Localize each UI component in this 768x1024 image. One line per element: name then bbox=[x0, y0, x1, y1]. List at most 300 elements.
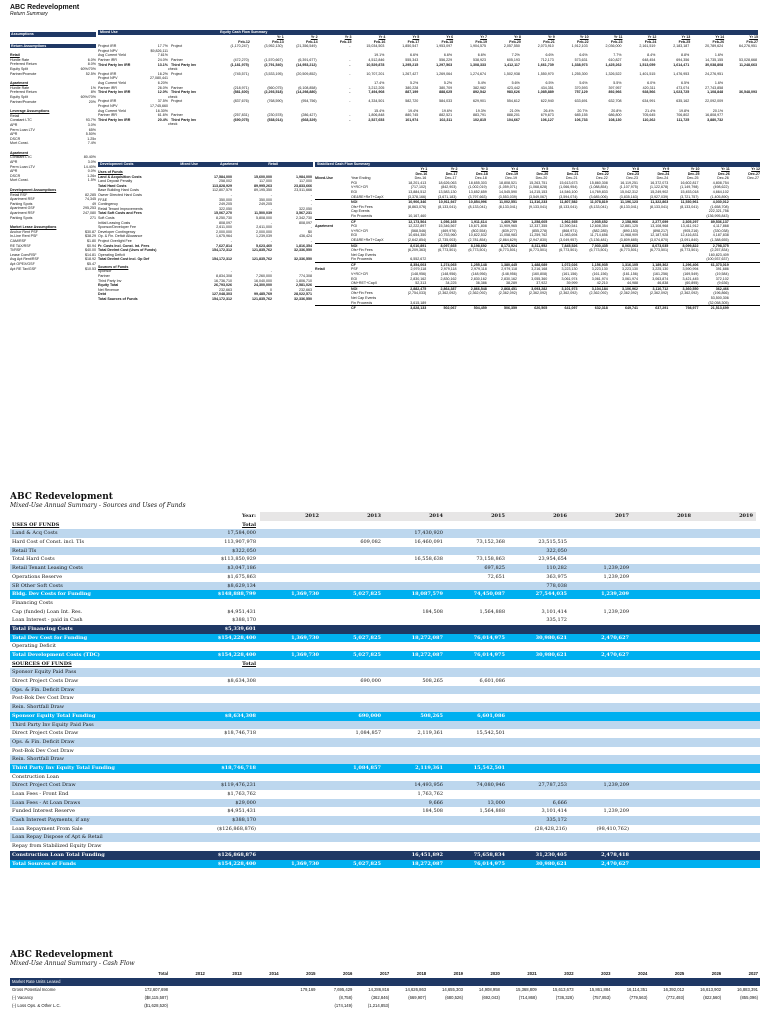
mu-date: Feb-24 bbox=[644, 39, 657, 44]
su-cell bbox=[260, 773, 322, 782]
su-cell bbox=[632, 547, 694, 556]
stab-mixed-label: OE&RE+ReT+CapX bbox=[351, 194, 384, 199]
mu-check: check bbox=[168, 94, 178, 99]
mu-row-metric: 26.0% bbox=[157, 85, 168, 90]
mu-cell: 370,593 bbox=[574, 85, 588, 90]
mu-cell: 4,512,846 bbox=[368, 57, 385, 62]
uses-row-cell: 1,675,964 bbox=[216, 234, 232, 239]
su-cell bbox=[446, 642, 508, 651]
cf-cell bbox=[539, 1002, 576, 1010]
mu-cell: 21.0% bbox=[509, 108, 520, 113]
su-cell bbox=[694, 529, 756, 538]
sources-row-cell: 2,581,026 bbox=[296, 283, 312, 288]
su-cell bbox=[632, 773, 694, 782]
cf-year: 2017 bbox=[379, 971, 390, 976]
cf-cell: (362,846) bbox=[371, 995, 390, 1000]
su-cell bbox=[632, 807, 694, 816]
stab-mixed-cell: (3,835,163) bbox=[619, 194, 638, 199]
su-cell: 3,101,414 bbox=[541, 808, 567, 815]
stab-date: Dec-25 bbox=[687, 171, 700, 176]
su-cell bbox=[260, 686, 322, 695]
su-cell bbox=[322, 747, 384, 756]
cf-row-label: (-) Vacancy bbox=[12, 995, 34, 1000]
su-row-label: Operating Deficit bbox=[12, 643, 56, 650]
mu-cell: 1,326,522 bbox=[605, 71, 622, 76]
stab-mixed-cell: 222,321,756 bbox=[708, 209, 729, 214]
mu-cell: (690,075) bbox=[233, 117, 249, 122]
su-row bbox=[10, 694, 760, 703]
mu-year: Yr 13 bbox=[681, 35, 691, 39]
stab-mixed-label: Fin Proceeds bbox=[351, 213, 373, 218]
panel-item-value: 7.4% bbox=[87, 141, 96, 146]
sources-row-cell: 1,806,710 bbox=[296, 278, 312, 283]
sources-row-cell: 16,736,710 bbox=[214, 278, 232, 283]
sources-row-label: Total Sources of Funds bbox=[98, 297, 138, 302]
cf-cell: (757,853) bbox=[592, 995, 611, 1000]
cf-cell: (1,214,853) bbox=[367, 1003, 390, 1008]
su-cell bbox=[694, 573, 756, 582]
cf-cell: (714,868) bbox=[518, 995, 537, 1000]
su-cell: 2,119,361 bbox=[417, 730, 443, 737]
mu-cell: (257,831) bbox=[233, 113, 249, 118]
su-cell bbox=[260, 616, 322, 625]
stab-apt-cell: 15,671,808 bbox=[468, 224, 487, 229]
stab-retail-cell: 3,615,189 bbox=[410, 300, 427, 305]
su-cell bbox=[632, 564, 694, 573]
uses-row-label: FF&E bbox=[98, 197, 108, 202]
su-cell: 23,515,515 bbox=[538, 539, 567, 546]
mu-date: Feb-13 bbox=[272, 39, 284, 44]
uses-row-cell: 121,835,762 bbox=[252, 257, 272, 262]
su-cell: 72,651 bbox=[487, 573, 505, 580]
stab-mixed-cell: 14,769,833 bbox=[589, 189, 608, 194]
stab-apt-cell: 4,187,838 bbox=[712, 233, 729, 238]
stab-retail-cell: (148,956) bbox=[441, 272, 457, 277]
mu-cell: 679,673 bbox=[540, 113, 554, 118]
su-cell: 31,230,405 bbox=[535, 851, 567, 858]
stab-apt-cell: 11,983,694 bbox=[559, 233, 578, 238]
mu-cell: 5.6% bbox=[579, 80, 588, 85]
su-cell bbox=[508, 712, 570, 721]
su-cell: 184,508 bbox=[422, 808, 443, 815]
stab-retail-cell: (19,584) bbox=[715, 272, 729, 277]
sources-row-cell: 0 bbox=[270, 287, 272, 292]
stab-mixed-cell: 89,536,137 bbox=[710, 219, 729, 224]
mu-cell: (954,756) bbox=[301, 99, 317, 104]
stab-mixed-cell: (498,622) bbox=[713, 185, 729, 190]
su-row bbox=[10, 660, 760, 669]
cf-row bbox=[10, 994, 760, 1002]
uses-row-cell: 17,584,000 bbox=[214, 174, 232, 179]
stab-mixed-cell bbox=[609, 214, 639, 219]
stab-apt-cell: 15,346,567 bbox=[438, 224, 457, 229]
su-cell bbox=[322, 773, 384, 782]
su-cell: 5,027,825 bbox=[353, 591, 381, 598]
mu-cell: 19.3% bbox=[475, 108, 486, 113]
su-row bbox=[10, 764, 760, 773]
mu-cell: - bbox=[349, 62, 351, 67]
mu-cell: 1,338,973 bbox=[571, 62, 588, 67]
stab-apt-cell: (1,388,655) bbox=[710, 237, 729, 242]
su-cell bbox=[384, 773, 446, 782]
stab-apt-cell: (3,809,685) bbox=[619, 237, 638, 242]
stab-mixed-cell: 15,263,751 bbox=[529, 180, 548, 185]
mu-cell: 380,709 bbox=[439, 85, 453, 90]
su-cell bbox=[570, 694, 632, 703]
mu-cell: (560,075) bbox=[267, 85, 283, 90]
stab-mixed-cell: 13,583,130 bbox=[438, 189, 457, 194]
uses-row-label: Land Deposit Penalty bbox=[98, 179, 133, 184]
mu-cell: 705,645 bbox=[642, 113, 656, 118]
dev-costs-col: Apartment bbox=[220, 162, 238, 166]
panel-item-value: 93.7% bbox=[85, 118, 96, 123]
stab-mixed-cell bbox=[579, 214, 609, 219]
mu-year: Yr 1 bbox=[276, 35, 284, 39]
stab-retail-cell: 3,061,974 bbox=[622, 276, 638, 281]
mu-cell: - bbox=[349, 99, 351, 104]
stab-apt-cell: (568,546) bbox=[410, 228, 427, 233]
su-cell bbox=[570, 642, 632, 651]
stab-apt-group bbox=[315, 238, 351, 243]
su-cell: 335,172 bbox=[546, 617, 567, 624]
mu-year: Yr 2 bbox=[310, 35, 318, 39]
cf-cell bbox=[170, 1002, 207, 1010]
stab-apt-cell: 1,316,105 bbox=[622, 262, 638, 267]
su-cell bbox=[694, 686, 756, 695]
su-cell bbox=[632, 799, 694, 808]
su-cell bbox=[260, 582, 322, 591]
su-row-label: Third Party Inv Equity Paid Pass bbox=[12, 721, 94, 728]
mu-cell: 757,129 bbox=[574, 90, 588, 95]
stab-retail-label: PSF bbox=[351, 267, 358, 272]
sources-row-label: Equity Total bbox=[98, 283, 119, 288]
su-cell bbox=[632, 721, 694, 730]
su-row-label: SOURCES OF FUNDS bbox=[12, 660, 72, 667]
su-cell bbox=[260, 712, 322, 721]
sources-row-values bbox=[193, 297, 313, 302]
mu-cell: 2,183,187 bbox=[673, 44, 690, 49]
su-cell bbox=[260, 781, 322, 790]
su-row-label: Total Development Costs (TDC) bbox=[12, 652, 100, 658]
mu-cell: 632,708 bbox=[608, 99, 622, 104]
su-cell bbox=[632, 747, 694, 756]
su-cell: 17,430,920 bbox=[414, 530, 443, 537]
su-row-label: Direct Project Cost Draw bbox=[12, 782, 76, 789]
mu-row-metric: 17.7% bbox=[157, 44, 168, 49]
stab-apt-cell: 1,488,089 bbox=[531, 262, 548, 267]
su-cell: 14,493,956 bbox=[414, 782, 443, 789]
stab-apt-cell: (802,554) bbox=[471, 228, 487, 233]
panel-item-value: 8.0% bbox=[87, 62, 96, 67]
panel-item-value: 60%/70% bbox=[80, 66, 96, 71]
su-cell: 1,239,209 bbox=[601, 591, 629, 598]
stab-retail-cell: (2,362,092) bbox=[649, 291, 669, 296]
stab-apt-cell: (6,773,501) bbox=[468, 248, 487, 253]
su-cell bbox=[632, 738, 694, 747]
su-cell: 5,027,825 bbox=[353, 652, 381, 658]
uses-row-cell: 350,000 bbox=[219, 197, 232, 202]
su-row bbox=[10, 538, 760, 547]
su-cell: 1,239,209 bbox=[603, 808, 629, 815]
su-cell bbox=[446, 521, 508, 530]
stab-retail-cell: 641,097 bbox=[564, 306, 578, 311]
mu-cell: 17.4% bbox=[374, 80, 385, 85]
mu-cell: 1,269,064 bbox=[436, 71, 453, 76]
su-cell: 6,666 bbox=[552, 799, 567, 806]
su-cell bbox=[694, 608, 756, 617]
su-cell: 75,658,834 bbox=[473, 851, 505, 858]
stab-retail-cell bbox=[518, 301, 548, 306]
stab-apt-cell bbox=[609, 257, 639, 262]
stab-mixed-cell: (3,927,039) bbox=[649, 194, 669, 199]
stab-mixed-row bbox=[315, 195, 760, 200]
mu-cell: 6.6% bbox=[579, 53, 588, 58]
su-cell bbox=[570, 773, 632, 782]
mu-row-label: Project NPV bbox=[98, 76, 118, 81]
su-row-label: Loan Fees - At Loan Draws bbox=[12, 799, 81, 806]
stab-mixed-cell: 15,249,902 bbox=[650, 189, 669, 194]
su-cell bbox=[570, 668, 632, 677]
panel-item-label: TI/RSF bbox=[10, 248, 22, 253]
su-row bbox=[10, 651, 760, 660]
uses-row-cell: - bbox=[270, 220, 272, 225]
su-cell bbox=[260, 529, 322, 538]
panel-item-label: Equity Split bbox=[10, 66, 28, 71]
su-year: 2015 bbox=[446, 512, 508, 521]
su-cell bbox=[508, 529, 570, 538]
stab-mixed-cell: 2,935,652 bbox=[591, 219, 608, 224]
stab-mixed-cell: 16,372,073 bbox=[650, 180, 669, 185]
panel-item-value: 0.0% bbox=[87, 169, 96, 174]
su-row-label: Loan Repay Dispose of Apt & Retail bbox=[12, 834, 103, 841]
mu-cell: 1,297,563 bbox=[436, 62, 453, 67]
mu-year: Yr 15 bbox=[749, 35, 758, 39]
panel-item-value: 20% bbox=[88, 99, 96, 104]
stab-apt-cell: (2,735,003) bbox=[438, 237, 457, 242]
panel-item-label: Hurdle Rate bbox=[10, 57, 30, 62]
stab-apt-cell: (6,773,501) bbox=[649, 248, 669, 253]
stab-mixed-cell: 13,884,512 bbox=[408, 189, 427, 194]
su-row-label: Sponsor Equity Total Funding bbox=[12, 712, 96, 719]
su-cell bbox=[446, 790, 508, 799]
su-cell bbox=[694, 781, 756, 790]
su-cell: 508,265 bbox=[422, 678, 443, 685]
stab-retail-group bbox=[315, 301, 351, 306]
su-cell bbox=[384, 755, 446, 764]
su-year: 2018 bbox=[632, 512, 694, 521]
mu-cell: 19.4% bbox=[408, 108, 419, 113]
panel-item-label: Apt RE Tax/GSF bbox=[10, 266, 37, 271]
cf-row bbox=[10, 1002, 760, 1010]
mu-row-label: Project NPV bbox=[98, 48, 118, 53]
su-cell bbox=[508, 842, 570, 851]
panel-item-value: 295,253 bbox=[83, 206, 96, 211]
su-cell bbox=[694, 712, 756, 721]
mu-cell: 1,806,848 bbox=[368, 113, 385, 118]
stab-mixed-cell: 11,078,819 bbox=[589, 200, 608, 205]
su-row bbox=[10, 747, 760, 756]
mu-year: Yr 5 bbox=[412, 35, 420, 39]
su-cell: 15,542,501 bbox=[473, 764, 505, 771]
su-cell bbox=[446, 694, 508, 703]
su-cell: 508,265 bbox=[420, 712, 443, 719]
su-cell bbox=[694, 547, 756, 556]
mu-date: Feb-19 bbox=[475, 39, 487, 44]
stab-mixed-cell: (136,995,843) bbox=[706, 213, 729, 218]
stab-apt-cell: 2,798,375 bbox=[712, 243, 729, 248]
su-cell bbox=[508, 668, 570, 677]
su-cell bbox=[632, 573, 694, 582]
stab-apt-label: OE&RE+ReT+CapX bbox=[351, 237, 384, 242]
stab-retail-cell: 3,061,974 bbox=[561, 276, 578, 281]
su-cell bbox=[694, 799, 756, 808]
su-cell bbox=[570, 747, 632, 756]
cf-cell bbox=[723, 1002, 760, 1010]
su-cell bbox=[694, 694, 756, 703]
su-cell bbox=[694, 764, 756, 773]
stab-retail-cell: 2,979,118 bbox=[501, 267, 517, 272]
cf-cell: 16,613,902 bbox=[700, 987, 722, 992]
mu-row-side: Third Party Inv bbox=[171, 62, 197, 67]
mu-year: Yr 4 bbox=[378, 35, 386, 39]
stab-mixed-label: V+RC+CR bbox=[351, 185, 368, 190]
uses-row-label: Project Overlight Fee bbox=[98, 238, 132, 243]
mu-cell: - bbox=[349, 71, 351, 76]
stab-mixed-label: EGI bbox=[351, 189, 358, 194]
su-cell bbox=[694, 790, 756, 799]
stab-mixed-cell: 14,215,153 bbox=[529, 189, 548, 194]
stab-retail-row bbox=[315, 301, 760, 306]
stab-mixed-cell: (1,107,975) bbox=[619, 185, 638, 190]
cf-cell: 15,368,809 bbox=[515, 987, 537, 992]
su-cell bbox=[260, 799, 322, 808]
mu-date: Feb-16 bbox=[373, 39, 386, 44]
su-row-total: Total bbox=[242, 660, 256, 667]
mu-cell: 20.7% bbox=[577, 108, 588, 113]
mu-cell: (2,791,540) bbox=[264, 62, 283, 67]
su-cell bbox=[632, 825, 694, 834]
mu-cell: 4,334,501 bbox=[368, 99, 385, 104]
stab-mixed-cell: (8,133,041) bbox=[680, 204, 699, 209]
stab-apt-label: NOI bbox=[351, 243, 358, 248]
stab-mixed-cell bbox=[488, 214, 518, 219]
stab-retail-cell: (2,362,092) bbox=[468, 291, 487, 296]
panel-item-label: APR bbox=[10, 122, 18, 127]
cf-year: 2022 bbox=[564, 971, 574, 976]
mu-row-side: Project bbox=[171, 71, 183, 76]
uses-row-label: Fr. Costs Incl. Const. Int. Fees bbox=[98, 243, 150, 248]
mu-row-label: Avg Current Yield bbox=[98, 108, 126, 113]
stab-mixed-cell: 13,652,659 bbox=[468, 189, 487, 194]
uses-row-cell: - bbox=[270, 192, 272, 197]
uses-row-cell: 117,000 bbox=[259, 179, 272, 184]
sources-row-cell: 8,834,308 bbox=[216, 274, 232, 279]
uses-row-label: Soft Costs bbox=[98, 215, 115, 220]
cf-cell: (822,560) bbox=[703, 995, 722, 1000]
su-cell: 74,080,946 bbox=[476, 782, 505, 789]
su-cell bbox=[632, 764, 694, 773]
stab-mixed-cell: 18,201,413 bbox=[408, 180, 427, 185]
mu-cell: 610,827 bbox=[608, 57, 622, 62]
cf-cell bbox=[244, 994, 281, 1002]
mu-cell: 15,034,503 bbox=[366, 44, 385, 49]
su-cell bbox=[694, 651, 756, 660]
stab-retail-cell: (196,866) bbox=[713, 291, 729, 296]
mu-cell: 584,033 bbox=[439, 99, 453, 104]
su-row bbox=[10, 625, 760, 634]
panel-item-label: Parking Spots bbox=[10, 215, 33, 220]
su-cell bbox=[384, 547, 446, 556]
su-years-label bbox=[10, 512, 190, 521]
mu-cell: 382,982 bbox=[473, 85, 486, 90]
stab-apt-cell: 7,930,435 bbox=[591, 243, 608, 248]
uses-row-cell: - bbox=[310, 225, 312, 230]
stab-mixed-cell: 18,808,521 bbox=[499, 180, 517, 185]
cf-cell bbox=[502, 1002, 539, 1010]
sources-row-cell: 99,485,769 bbox=[254, 292, 272, 297]
uses-row-cell: 2,611,000 bbox=[216, 225, 232, 230]
stab-mixed-cell: (1,002,019) bbox=[468, 185, 487, 190]
su-cell bbox=[260, 816, 322, 825]
panel-item-value: 3.0% bbox=[87, 122, 96, 127]
su-row-label: Sponsor Equity Paid Pass bbox=[12, 669, 77, 676]
stab-retail-cell: (2,362,092) bbox=[589, 291, 608, 296]
cf-cell: (772,493) bbox=[666, 995, 685, 1000]
cf-cell: (736,328) bbox=[555, 995, 574, 1000]
su-cell bbox=[446, 668, 508, 677]
sources-row-label: Net Revenue bbox=[98, 287, 119, 292]
mu-cell: 633,691 bbox=[574, 99, 588, 104]
cf-cell bbox=[649, 1002, 686, 1010]
su-cell bbox=[632, 555, 694, 564]
su-row-label: Loan Fees - Front End bbox=[12, 791, 69, 797]
mu-cell: 2,161,519 bbox=[639, 44, 656, 49]
mu-date: Feb-20 bbox=[509, 39, 521, 44]
su-row-label: Repay from Stabilized Equity Draw bbox=[12, 843, 102, 850]
mu-row-metric: 13.1% bbox=[157, 62, 168, 67]
su-row-label: Operations Reserve bbox=[12, 573, 63, 580]
su-cell bbox=[508, 703, 570, 712]
stab-retail-cell bbox=[730, 301, 760, 306]
stab-mixed-cell: (3,671,183) bbox=[438, 194, 457, 199]
stab-retail-cell: 372,102 bbox=[715, 276, 729, 281]
cf-year: 2012 bbox=[195, 971, 205, 976]
su-row bbox=[10, 703, 760, 712]
stab-retail-cell bbox=[548, 301, 578, 306]
stab-mixed-cell: 15,453,018 bbox=[680, 189, 699, 194]
mu-date: Feb-17 bbox=[407, 39, 420, 44]
su-cell bbox=[322, 686, 384, 695]
su-cell bbox=[694, 625, 756, 634]
mu-cell: 2,073,910 bbox=[537, 44, 554, 49]
panel-item-value: 3.0% bbox=[87, 160, 96, 165]
cf-cell: 7,695,429 bbox=[333, 987, 353, 992]
cf-cell bbox=[391, 1002, 428, 1010]
panel-item-value: 74,345 bbox=[85, 197, 96, 202]
cf-cell bbox=[465, 1002, 502, 1010]
su-row-total: $8,629,134 bbox=[227, 582, 256, 589]
mu-cell: (6,108,858) bbox=[298, 85, 317, 90]
su-cell bbox=[322, 790, 384, 799]
su-cell bbox=[384, 825, 446, 834]
mu-cell: 706,802 bbox=[676, 113, 690, 118]
stab-date: Dec-23 bbox=[627, 171, 639, 176]
su-cell bbox=[260, 521, 322, 530]
mu-row-label: Partner IRR bbox=[98, 85, 117, 90]
stab-retail-cell: 3,225,130 bbox=[652, 267, 669, 272]
su-cell: 16,460,091 bbox=[414, 539, 443, 546]
mu-cell: 27,743,858 bbox=[705, 85, 724, 90]
